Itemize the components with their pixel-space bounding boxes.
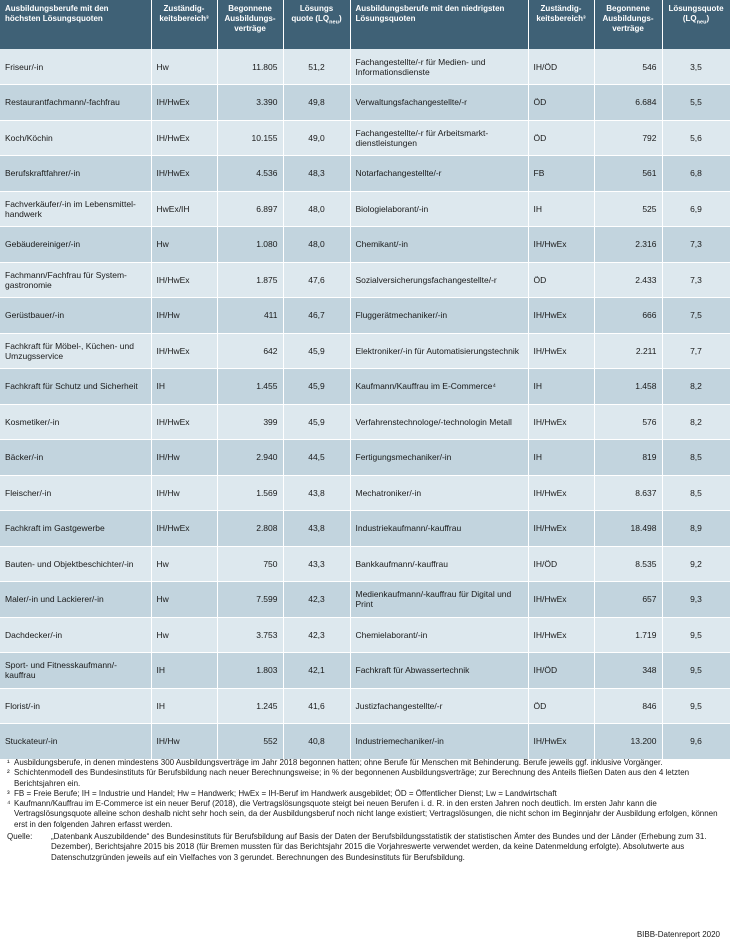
right-beruf-cell: Fachangestellte/-r für Arbeitsmarktdienstleistungen: [350, 120, 528, 156]
left-vertraege-cell: 1.875: [217, 262, 283, 298]
table-row: [0, 404, 730, 440]
left-quote-cell: 47,6: [283, 262, 350, 298]
header-right-zust: Zuständigkeitsbereich³: [528, 0, 594, 49]
left-zust-cell: Hw: [151, 227, 217, 263]
right-zust-cell: IH/HwEx: [528, 404, 594, 440]
left-quote-cell: 43,3: [283, 546, 350, 582]
table-row: [0, 582, 730, 618]
left-zust-cell: Hw: [151, 546, 217, 582]
right-quote-cell: 8,2: [662, 369, 730, 405]
right-zust-cell: IH/HwEx: [528, 617, 594, 653]
right-vertraege-cell: 18.498: [594, 511, 662, 547]
header-left-zust: Zuständigkeitsbereich³: [151, 0, 217, 49]
right-quote-cell: 5,6: [662, 120, 730, 156]
table-row: [0, 653, 730, 689]
right-zust-cell: IH/HwEx: [528, 582, 594, 618]
left-zust-cell: HwEx/IH: [151, 191, 217, 227]
right-quote-cell: 9,6: [662, 724, 730, 760]
left-beruf-cell: Florist/-in: [0, 688, 151, 724]
left-quote-cell: 46,7: [283, 298, 350, 334]
right-beruf-cell: Elektroniker/-in für Automatisierungstechnik: [350, 333, 528, 369]
right-zust-cell: IH/HwEx: [528, 333, 594, 369]
left-zust-cell: IH/Hw: [151, 475, 217, 511]
right-vertraege-cell: 846: [594, 688, 662, 724]
left-zust-cell: IH: [151, 688, 217, 724]
header-right-quote: [662, 0, 730, 49]
left-vertraege-cell: 3.390: [217, 85, 283, 121]
right-zust-cell: IH/HwEx: [528, 724, 594, 760]
left-quote-cell: 42,3: [283, 582, 350, 618]
source-text: „Datenbank Auszubildende“ des Bundesinstituts für Berufsbildung auf Basis der Daten der Berufsbildungsstatistik der statistischen Ämter des Bundes und der Länder (Erhebung zum 31. Dezember), Berichtsjahre 2015 bis 2018 (für Bremen mussten für das Berichtsjahr 2015 die Vorjahreswerte verwendet werden, da keine Datenmeldung erfolgte). Absolutwerte aus Datenschutzgründen jeweils auf ein Vielfaches von 3 gerundet. Berechnungen des Bundesinstituts für Berufsbildung.: [51, 832, 707, 862]
footnote-text: Ausbildungsberufe, in denen mindestens 300 Ausbildungsverträge im Jahr 2018 begonnen hatten; ohne Berufe für Menschen mit Behinderung. Berufe jeweils ggf. inklusive Vorgänger.: [14, 758, 663, 767]
right-zust-cell: IH/ÖD: [528, 49, 594, 85]
left-quote-cell: 43,8: [283, 511, 350, 547]
table-row: [0, 227, 730, 263]
right-quote-cell: 7,3: [662, 227, 730, 263]
left-zust-cell: Hw: [151, 582, 217, 618]
left-beruf-cell: Fachkraft im Gastgewerbe: [0, 511, 151, 547]
left-beruf-cell: Gerüstbauer/-in: [0, 298, 151, 334]
left-beruf-cell: Fachkraft für Schutz und Sicherheit: [0, 369, 151, 405]
right-zust-cell: ÖD: [528, 262, 594, 298]
right-beruf-cell: Bankkaufmann/-kauffrau: [350, 546, 528, 582]
right-quote-cell: 8,5: [662, 440, 730, 476]
right-vertraege-cell: 576: [594, 404, 662, 440]
left-vertraege-cell: 399: [217, 404, 283, 440]
right-quote-cell: 8,2: [662, 404, 730, 440]
left-beruf-cell: Fachverkäufer/-in im Lebensmittelhandwerk: [0, 191, 151, 227]
left-vertraege-cell: 1.455: [217, 369, 283, 405]
right-zust-cell: FB: [528, 156, 594, 192]
left-quote-cell: 48,0: [283, 191, 350, 227]
right-vertraege-cell: 546: [594, 49, 662, 85]
right-quote-cell: 5,5: [662, 85, 730, 121]
left-zust-cell: IH/HwEx: [151, 85, 217, 121]
right-vertraege-cell: 525: [594, 191, 662, 227]
table-row: [0, 120, 730, 156]
right-vertraege-cell: 1.719: [594, 617, 662, 653]
right-beruf-cell: Verwaltungsfachangestellte/-r: [350, 85, 528, 121]
right-vertraege-cell: 6.684: [594, 85, 662, 121]
table-row: [0, 262, 730, 298]
right-vertraege-cell: 666: [594, 298, 662, 334]
header-left-quote-sub: neu: [329, 19, 339, 26]
footnote-number: ²: [7, 768, 10, 778]
left-beruf-cell: Maler/-in und Lackierer/-in: [0, 582, 151, 618]
left-vertraege-cell: 552: [217, 724, 283, 760]
right-beruf-cell: Verfahrenstechnologe/-technologin Metall: [350, 404, 528, 440]
right-quote-cell: 9,3: [662, 582, 730, 618]
right-vertraege-cell: 348: [594, 653, 662, 689]
header-left-quote-main: Lösungs quote (LQ: [291, 4, 334, 23]
right-beruf-cell: Industriemechaniker/-in: [350, 724, 528, 760]
left-quote-cell: 49,8: [283, 85, 350, 121]
table-row: [0, 617, 730, 653]
left-quote-cell: 48,0: [283, 227, 350, 263]
left-zust-cell: IH/Hw: [151, 298, 217, 334]
left-vertraege-cell: 3.753: [217, 617, 283, 653]
right-vertraege-cell: 8.637: [594, 475, 662, 511]
left-quote-cell: 49,0: [283, 120, 350, 156]
table-row: [0, 333, 730, 369]
right-zust-cell: IH: [528, 369, 594, 405]
footnote: [7, 789, 723, 799]
footnote: [7, 768, 723, 789]
left-beruf-cell: Restaurantfachmann/-fachfrau: [0, 85, 151, 121]
right-beruf-cell: Medienkaufmann/-kauffrau für Digital und Print: [350, 582, 528, 618]
table-row: [0, 156, 730, 192]
left-zust-cell: IH/HwEx: [151, 156, 217, 192]
header-left-vertraege: Begonnene Ausbildungsverträge: [217, 0, 283, 49]
table-row: [0, 440, 730, 476]
right-vertraege-cell: 2.316: [594, 227, 662, 263]
right-zust-cell: IH/HwEx: [528, 227, 594, 263]
footnotes: [7, 758, 723, 863]
footnote: [7, 758, 723, 768]
left-beruf-cell: Bäcker/-in: [0, 440, 151, 476]
left-beruf-cell: Berufskraftfahrer/-in: [0, 156, 151, 192]
right-quote-cell: 7,5: [662, 298, 730, 334]
source-note: [7, 832, 723, 863]
footnote-number: ³: [7, 788, 10, 798]
left-vertraege-cell: 411: [217, 298, 283, 334]
left-zust-cell: IH: [151, 369, 217, 405]
left-vertraege-cell: 7.599: [217, 582, 283, 618]
left-vertraege-cell: 642: [217, 333, 283, 369]
left-beruf-cell: Gebäudereiniger/-in: [0, 227, 151, 263]
left-beruf-cell: Bauten- und Objektbeschichter/-in: [0, 546, 151, 582]
left-vertraege-cell: 1.245: [217, 688, 283, 724]
right-zust-cell: IH/HwEx: [528, 298, 594, 334]
right-zust-cell: ÖD: [528, 120, 594, 156]
right-beruf-cell: Justizfachangestellte/-r: [350, 688, 528, 724]
left-vertraege-cell: 6.897: [217, 191, 283, 227]
table-row: [0, 688, 730, 724]
left-beruf-cell: Friseur/-in: [0, 49, 151, 85]
right-zust-cell: ÖD: [528, 688, 594, 724]
footnote-text: Kaufmann/Kauffrau im E-Commerce ist ein neuer Beruf (2018), die Vertragslösungsquote steigt bei neuen Berufen i. d. R. in den ersten Jahren noch deutlich. Im ersten Jahr kann die Vertragslösungsquote alleine schon deshalb nicht sehr hoch sein, da der Ausbildungsberuf noch nicht lange existiert; Vertragslösungen, die nicht schon im Beginnjahr der Ausbildung erfolgen, können erst in den folgenden Jahren erfasst werden.: [14, 799, 718, 829]
left-beruf-cell: Fachmann/Fachfrau für Systemgastronomie: [0, 262, 151, 298]
right-beruf-cell: Fluggerätmechaniker/-in: [350, 298, 528, 334]
left-quote-cell: 45,9: [283, 369, 350, 405]
left-quote-cell: 48,3: [283, 156, 350, 192]
right-zust-cell: IH/HwEx: [528, 475, 594, 511]
left-zust-cell: IH/HwEx: [151, 262, 217, 298]
left-vertraege-cell: 2.940: [217, 440, 283, 476]
left-zust-cell: IH/Hw: [151, 724, 217, 760]
table-row: [0, 546, 730, 582]
left-vertraege-cell: 4.536: [217, 156, 283, 192]
left-zust-cell: IH/HwEx: [151, 511, 217, 547]
left-beruf-cell: Kosmetiker/-in: [0, 404, 151, 440]
right-quote-cell: 9,5: [662, 653, 730, 689]
right-beruf-cell: Chemikant/-in: [350, 227, 528, 263]
footnote-number: ¹: [7, 758, 10, 767]
table-row: [0, 298, 730, 334]
left-vertraege-cell: 1.080: [217, 227, 283, 263]
left-beruf-cell: Fleischer/-in: [0, 475, 151, 511]
header-right-quote-end: ): [706, 14, 710, 23]
right-zust-cell: IH: [528, 440, 594, 476]
right-vertraege-cell: 819: [594, 440, 662, 476]
table-row: [0, 85, 730, 121]
header-right-beruf: Ausbildungsberufe mit den niedrigsten Lösungsquoten: [350, 0, 528, 49]
left-vertraege-cell: 1.803: [217, 653, 283, 689]
footnote-text: FB = Freie Berufe; IH = Industrie und Handel; Hw = Handwerk; HwEx = IH-Beruf im Handwerk ausgebildet; ÖD = Öffentlicher Dienst; Lw = Landwirtschaft: [14, 788, 557, 798]
left-quote-cell: 42,3: [283, 617, 350, 653]
table-row: [0, 369, 730, 405]
header-left-quote: [283, 0, 350, 49]
right-beruf-cell: Fertigungsmechaniker/-in: [350, 440, 528, 476]
right-beruf-cell: Chemielaborant/-in: [350, 617, 528, 653]
right-beruf-cell: Biologielaborant/-in: [350, 191, 528, 227]
right-quote-cell: 3,5: [662, 49, 730, 85]
source-label: Quelle:: [7, 832, 33, 842]
left-quote-cell: 44,5: [283, 440, 350, 476]
right-beruf-cell: Sozialversicherungsfachangestellte/-r: [350, 262, 528, 298]
right-quote-cell: 7,7: [662, 333, 730, 369]
left-vertraege-cell: 1.569: [217, 475, 283, 511]
left-zust-cell: IH/HwEx: [151, 120, 217, 156]
right-zust-cell: IH/ÖD: [528, 653, 594, 689]
left-quote-cell: 43,8: [283, 475, 350, 511]
left-zust-cell: IH/HwEx: [151, 404, 217, 440]
left-quote-cell: 41,6: [283, 688, 350, 724]
right-zust-cell: IH: [528, 191, 594, 227]
left-vertraege-cell: 11.805: [217, 49, 283, 85]
left-quote-cell: 45,9: [283, 333, 350, 369]
right-beruf-cell: Kaufmann/Kauffrau im E-Commerce⁴: [350, 369, 528, 405]
right-vertraege-cell: 8.535: [594, 546, 662, 582]
header-right-quote-sub: neu: [696, 19, 707, 26]
left-quote-cell: 51,2: [283, 49, 350, 85]
right-quote-cell: 7,3: [662, 262, 730, 298]
left-vertraege-cell: 750: [217, 546, 283, 582]
right-vertraege-cell: 792: [594, 120, 662, 156]
right-vertraege-cell: 13.200: [594, 724, 662, 760]
right-beruf-cell: Fachkraft für Abwassertechnik: [350, 653, 528, 689]
footnote-number: ⁴: [7, 799, 11, 809]
header-right-vertraege: Begonnene Ausbildungsverträge: [594, 0, 662, 49]
left-beruf-cell: Stuckateur/-in: [0, 724, 151, 760]
left-zust-cell: IH/Hw: [151, 440, 217, 476]
left-quote-cell: 40,8: [283, 724, 350, 760]
left-beruf-cell: Sport- und Fitnesskaufmann/-kauffrau: [0, 653, 151, 689]
table-row: [0, 724, 730, 760]
right-quote-cell: 9,5: [662, 688, 730, 724]
right-vertraege-cell: 561: [594, 156, 662, 192]
table-body: [0, 49, 730, 759]
right-zust-cell: IH/HwEx: [528, 511, 594, 547]
publication-credit: BIBB-Datenreport 2020: [636, 930, 720, 939]
right-quote-cell: 6,9: [662, 191, 730, 227]
left-quote-cell: 42,1: [283, 653, 350, 689]
right-quote-cell: 9,2: [662, 546, 730, 582]
table-row: [0, 475, 730, 511]
right-vertraege-cell: 2.433: [594, 262, 662, 298]
left-vertraege-cell: 10.155: [217, 120, 283, 156]
left-zust-cell: IH/HwEx: [151, 333, 217, 369]
right-zust-cell: ÖD: [528, 85, 594, 121]
right-vertraege-cell: 2.211: [594, 333, 662, 369]
right-beruf-cell: Industriekaufmann/-kauffrau: [350, 511, 528, 547]
footnote: [7, 799, 723, 830]
table-row: [0, 511, 730, 547]
left-vertraege-cell: 2.808: [217, 511, 283, 547]
left-beruf-cell: Dachdecker/-in: [0, 617, 151, 653]
footnote-text: Schichtenmodell des Bundesinstituts für Berufsbildung nach neuer Berechnungsweise; in % der begonnenen Ausbildungsverträge; zur Berechnung des Anteils fließen Daten aus den 4 letzten Berichtsjahren ein.: [14, 768, 690, 788]
right-vertraege-cell: 1.458: [594, 369, 662, 405]
left-quote-cell: 45,9: [283, 404, 350, 440]
right-quote-cell: 6,8: [662, 156, 730, 192]
right-quote-cell: 8,9: [662, 511, 730, 547]
left-zust-cell: Hw: [151, 617, 217, 653]
header-left-quote-end: ): [338, 14, 342, 23]
right-quote-cell: 9,5: [662, 617, 730, 653]
right-quote-cell: 8,5: [662, 475, 730, 511]
right-beruf-cell: Fachangestellte/-r für Medien- und Informationsdienste: [350, 49, 528, 85]
table-row: [0, 191, 730, 227]
header-right-quote-main: Lösungsquote (LQ: [668, 4, 724, 23]
table-row: [0, 49, 730, 85]
header-left-beruf: Ausbildungsberufe mit den höchsten Lösungsquoten: [0, 0, 151, 49]
right-zust-cell: IH/ÖD: [528, 546, 594, 582]
left-beruf-cell: Koch/Köchin: [0, 120, 151, 156]
left-beruf-cell: Fachkraft für Möbel-, Küchen- und Umzugsservice: [0, 333, 151, 369]
right-vertraege-cell: 657: [594, 582, 662, 618]
left-zust-cell: IH: [151, 653, 217, 689]
table-header-row: [0, 0, 730, 49]
footnote-list: [7, 758, 723, 830]
right-beruf-cell: Notarfachangestellte/-r: [350, 156, 528, 192]
left-zust-cell: Hw: [151, 49, 217, 85]
right-beruf-cell: Mechatroniker/-in: [350, 475, 528, 511]
